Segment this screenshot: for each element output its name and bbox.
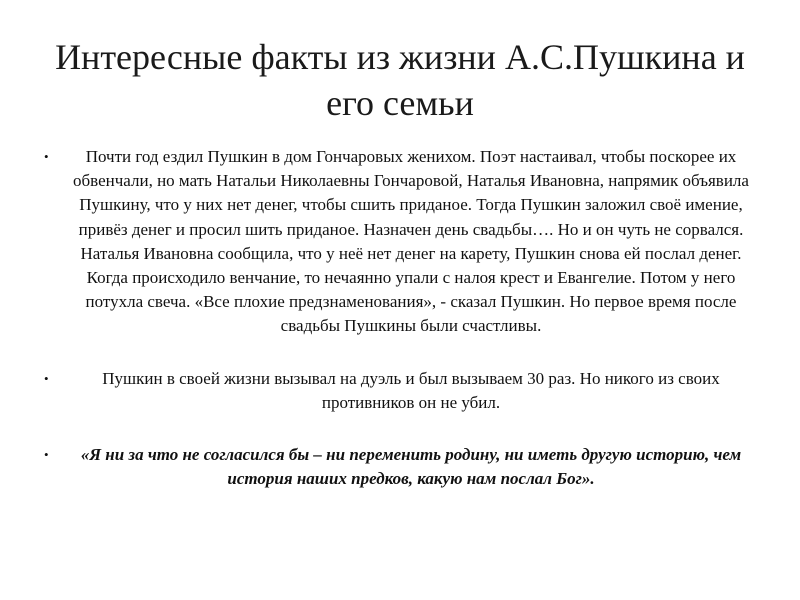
bullet-item-courtship: [44, 145, 754, 339]
slide-title: Интересные факты из жизни А.С.Пушкина и его семьи: [55, 37, 745, 123]
bullet-item-duels: [44, 367, 754, 415]
bullet-text-quote: «Я ни за что не согласился бы – ни переменить родину, ни иметь другую историю, чем история наших предков, какую нам послал Бог».: [80, 445, 742, 489]
bullet-list: [44, 145, 754, 491]
bullet-text-duels: Пушкин в своей жизни вызывал на дуэль и был вызываем 30 раз. Но никого из своих противников он не убил.: [102, 368, 720, 412]
bullet-dot-icon: •: [44, 447, 49, 463]
bullet-item-quote: [44, 443, 754, 491]
bullet-dot-icon: •: [44, 149, 49, 164]
bullet-dot-icon: •: [44, 370, 49, 386]
bullet-text-courtship: Почти год ездил Пушкин в дом Гончаровых женихом. Поэт настаивал, чтобы поскорее их обвенчали, но мать Натальи Николаевны Гончаровой, Наталья Ивановна, напрямик объявила Пушкину, что у них нет денег, чтобы сшить приданое. Тогда Пушкин заложил своё имение, привёз денег и просил шить приданое. Назначен день свадьбы…. Но и он чуть не сорвался. Наталья Ивановна сообщила, что у неё нет денег на карету, Пушкин снова ей послал денег. Когда происходило венчание, то нечаянно упали с налоя крест и Евангелие. Потом у него потухла свеча. «Все плохие предзнаменования», - сказал Пушкин. Но первое время после свадьбы Пушкины были счастливы.: [73, 147, 749, 336]
